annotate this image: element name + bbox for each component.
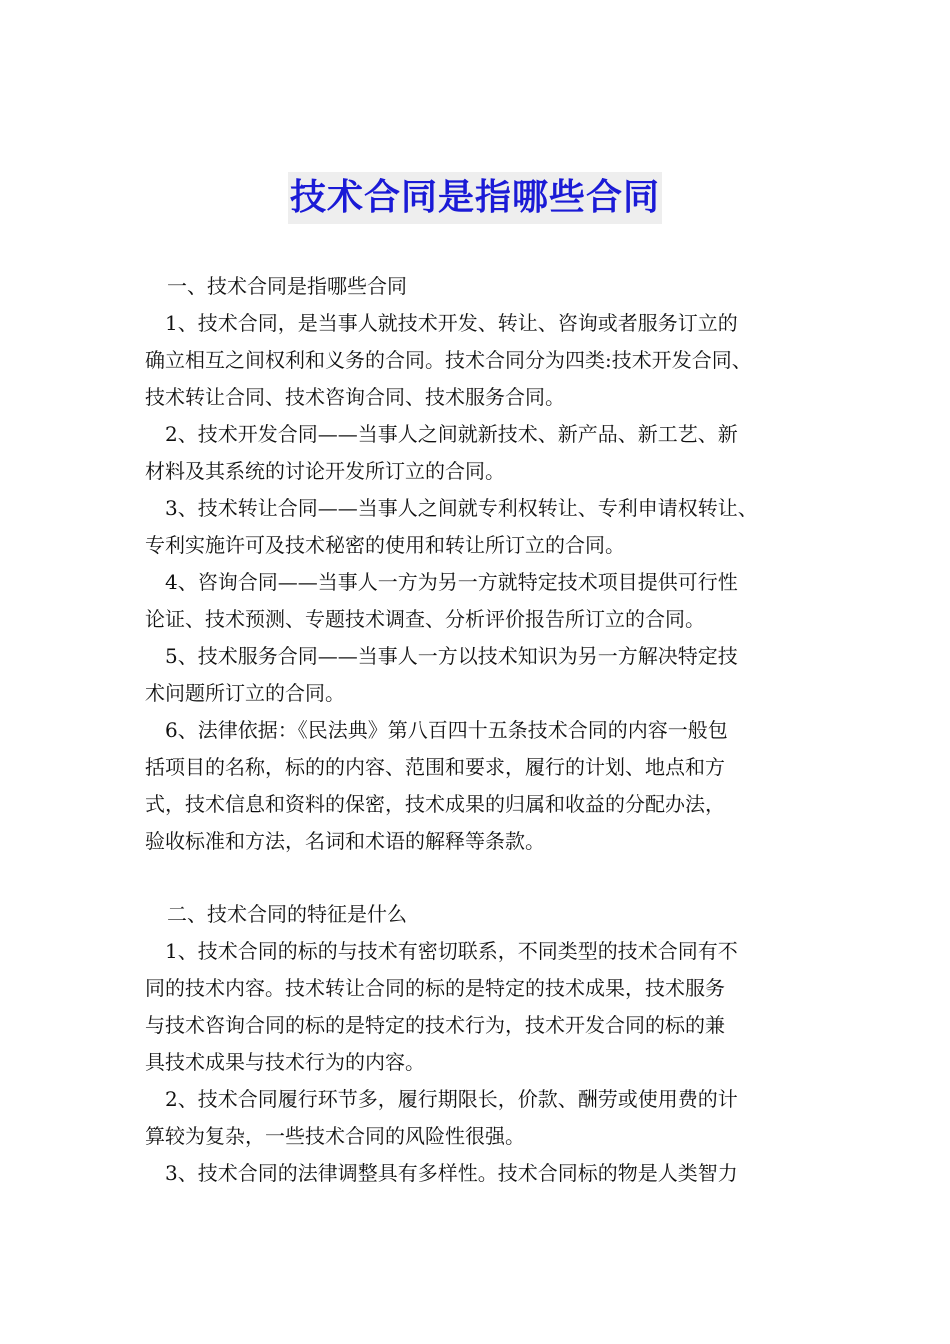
paragraph-line: 术问题所订立的合同。	[145, 681, 345, 705]
document-title: 技术合同是指哪些合同	[288, 172, 662, 224]
paragraph-line: 具技术成果与技术行为的内容。	[145, 1050, 425, 1074]
paragraph-line: 3、技术合同的法律调整具有多样性。技术合同标的物是人类智力	[165, 1161, 738, 1185]
paragraph-line: 2、技术合同履行环节多，履行期限长，价款、酬劳或使用费的计	[165, 1087, 738, 1111]
title-container	[0, 172, 950, 224]
paragraph-line: 2、技术开发合同——当事人之间就新技术、新产品、新工艺、新	[165, 422, 738, 446]
paragraph-line: 材料及其系统的讨论开发所订立的合同。	[145, 459, 505, 483]
paragraph-line: 3、技术转让合同——当事人之间就专利权转让、专利申请权转让、	[165, 496, 758, 520]
section-heading: 二、技术合同的特征是什么	[167, 902, 407, 926]
document-body	[145, 268, 825, 1192]
paragraph-line: 确立相互之间权利和义务的合同。技术合同分为四类:技术开发合同、	[145, 348, 752, 372]
paragraph-line: 括项目的名称，标的的内容、范围和要求，履行的计划、地点和方	[145, 755, 725, 779]
paragraph-line: 论证、技术预测、专题技术调查、分析评价报告所订立的合同。	[145, 607, 705, 631]
paragraph-line: 4、咨询合同——当事人一方为另一方就特定技术项目提供可行性	[165, 570, 738, 594]
section-heading: 一、技术合同是指哪些合同	[167, 274, 407, 298]
paragraph-line: 式，技术信息和资料的保密，技术成果的归属和收益的分配办法，	[145, 792, 725, 816]
paragraph-line: 1、技术合同的标的与技术有密切联系，不同类型的技术合同有不	[165, 939, 738, 963]
paragraph-line: 算较为复杂，一些技术合同的风险性很强。	[145, 1124, 525, 1148]
section-spacer	[145, 860, 825, 896]
paragraph-line: 5、技术服务合同——当事人一方以技术知识为另一方解决特定技	[165, 644, 738, 668]
paragraph-line: 与技术咨询合同的标的是特定的技术行为，技术开发合同的标的兼	[145, 1013, 725, 1037]
paragraph-line: 1、技术合同，是当事人就技术开发、转让、咨询或者服务订立的	[165, 311, 738, 335]
paragraph-line: 技术转让合同、技术咨询合同、技术服务合同。	[145, 385, 565, 409]
paragraph-line: 专利实施许可及技术秘密的使用和转让所订立的合同。	[145, 533, 625, 557]
paragraph-line: 验收标准和方法，名词和术语的解释等条款。	[145, 829, 545, 853]
paragraph-line: 同的技术内容。技术转让合同的标的是特定的技术成果，技术服务	[145, 976, 725, 1000]
paragraph-line: 6、法律依据：《民法典》第八百四十五条技术合同的内容一般包	[165, 718, 728, 742]
